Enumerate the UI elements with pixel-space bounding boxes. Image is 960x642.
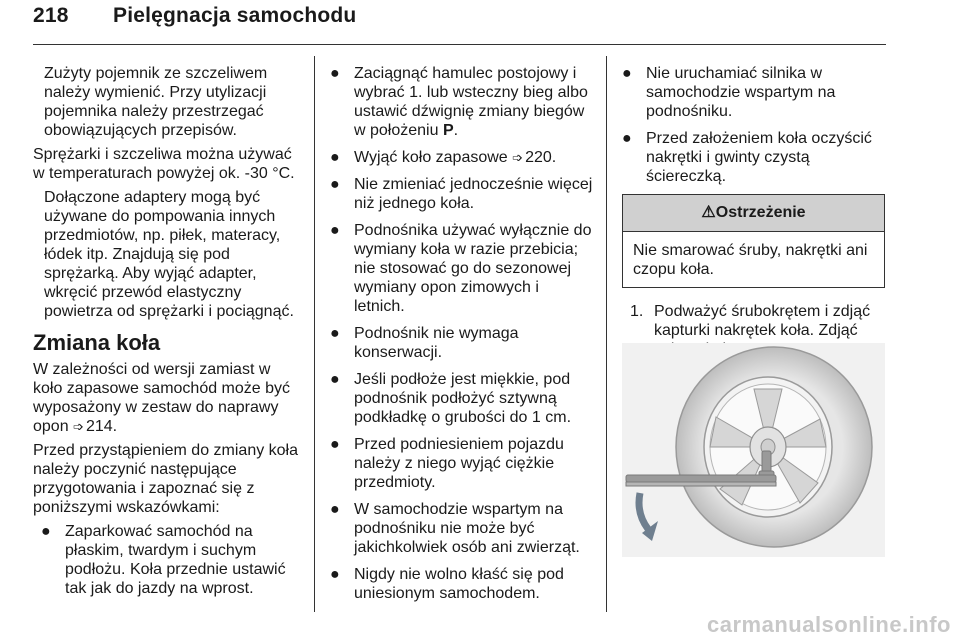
header-rule [33, 44, 886, 45]
warning-box [622, 194, 885, 288]
page-title: Pielęgnacja samochodu [113, 4, 357, 27]
step-number: 1. [630, 303, 644, 320]
page-number: 218 [33, 4, 69, 27]
paragraph-preparation: Przed przystąpieniem do zmiany koła należy poczynić następujące przygotowania i zapoznać się z poniższymi wskazówkami: [33, 442, 299, 516]
paragraph-repair-kit: W zależności od wersji zamiast w koło zapasowe samochód może być wyposażony w zestaw do naprawy opon ➩ 214. [33, 360, 301, 436]
bullet-icon: ● [330, 149, 340, 166]
bullet-icon: ● [330, 325, 340, 342]
warning-title: Ostrzeżenie [715, 204, 806, 221]
paragraph-temperature: Sprężarki i szczeliwa można używać w temperaturach powyżej ok. -30 °C. [33, 146, 295, 182]
gear-position-p: P [442, 122, 454, 139]
bullet-icon: ● [330, 65, 340, 82]
warning-text: Nie smarować śruby, nakrętki ani czopu koła. [633, 242, 868, 278]
bullet-icon: ● [330, 222, 340, 239]
bullet-icon: ● [330, 566, 340, 583]
list-item: ● Zaparkować samochód na płaskim, twardym i suchym podłożu. Koła przednie ustawić tak jak do jazdy na wprost. [41, 523, 286, 597]
page-header [33, 4, 356, 28]
bullet-icon: ● [622, 130, 632, 147]
list-item: ● Nigdy nie wolno kłaść się pod uniesionym samochodem. [330, 566, 564, 602]
bullet-icon: ● [41, 523, 51, 540]
column-3 [622, 64, 885, 369]
list-item: ● Przed podniesieniem pojazdu należy z niego wyjąć ciężkie przedmioty. [330, 436, 564, 491]
wheel-illustration-icon [622, 343, 885, 557]
bullet-icon: ● [330, 501, 340, 518]
bullet-icon: ● [622, 65, 632, 82]
column-divider-2 [606, 56, 607, 612]
bullet-icon: ● [330, 436, 340, 453]
paragraph-sealant-disposal: Zużyty pojemnik ze szczeliwem należy wymienić. Przy utylizacji pojemnika należy przestrzegać obowiązujących przepisów. [44, 65, 268, 139]
column-divider-1 [314, 56, 315, 612]
section-heading: Zmiana koła [33, 330, 161, 355]
paragraph-adapters: Dołączone adaptery mogą być używane do pompowania innych przedmiotów, np. piłek, materacy, łódek itp. Znajdują się pod sprężarką. Aby wyjąć adapter, wkręcić przewód elastyczny powietrza od sprężarki i pociągnąć. [44, 189, 294, 320]
step-text: Podważyć śrubokrętem i zdjąć kapturki nakrętek koła. Zdjąć [654, 303, 871, 339]
cross-reference-link[interactable]: ➩ 214. [73, 418, 117, 435]
list-item: ● W samochodzie wspartym na podnośniku nie może być jakichkolwiek osób ani zwierząt. [330, 501, 580, 556]
column-1 [33, 64, 301, 606]
wheel-cover-illustration [622, 343, 885, 557]
warning-header [623, 195, 884, 232]
watermark: carmanualsonline.info [707, 612, 951, 637]
column-2 [330, 64, 594, 611]
list-item: ● Jeśli podłoże jest miękkie, pod podnośnik podłożyć sztywną podkładkę o grubości do 1 cm. [330, 371, 572, 426]
bullet-icon: ● [330, 176, 340, 193]
list-item: ● Zaciągnąć hamulec postojowy i wybrać 1. lub wsteczny bieg albo ustawić dźwignię zmiany biegów w położeniu P. [330, 65, 588, 139]
warning-icon: ⚠ [701, 204, 716, 221]
list-item: ● Wyjąć koło zapasowe ➩ 220. [330, 148, 594, 167]
list-item: ● Podnośnika używać wyłącznie do wymiany koła w razie przebicia; nie stosować go do sezonowej wymiany opon zimowych i letnich. [330, 222, 592, 315]
list-item: ● Podnośnik nie wymaga konserwacji. [330, 325, 519, 361]
cross-reference-link[interactable]: ➩ 220. [512, 149, 556, 166]
list-item: ● Nie uruchamiać silnika w samochodzie wspartym na podnośniku. [622, 65, 836, 120]
bullet-icon: ● [330, 371, 340, 388]
list-item: ● Nie zmieniać jednocześnie więcej niż jednego koła. [330, 176, 593, 212]
list-item: ● Przed założeniem koła oczyścić nakrętki i gwinty czystą ściereczką. [622, 130, 872, 185]
